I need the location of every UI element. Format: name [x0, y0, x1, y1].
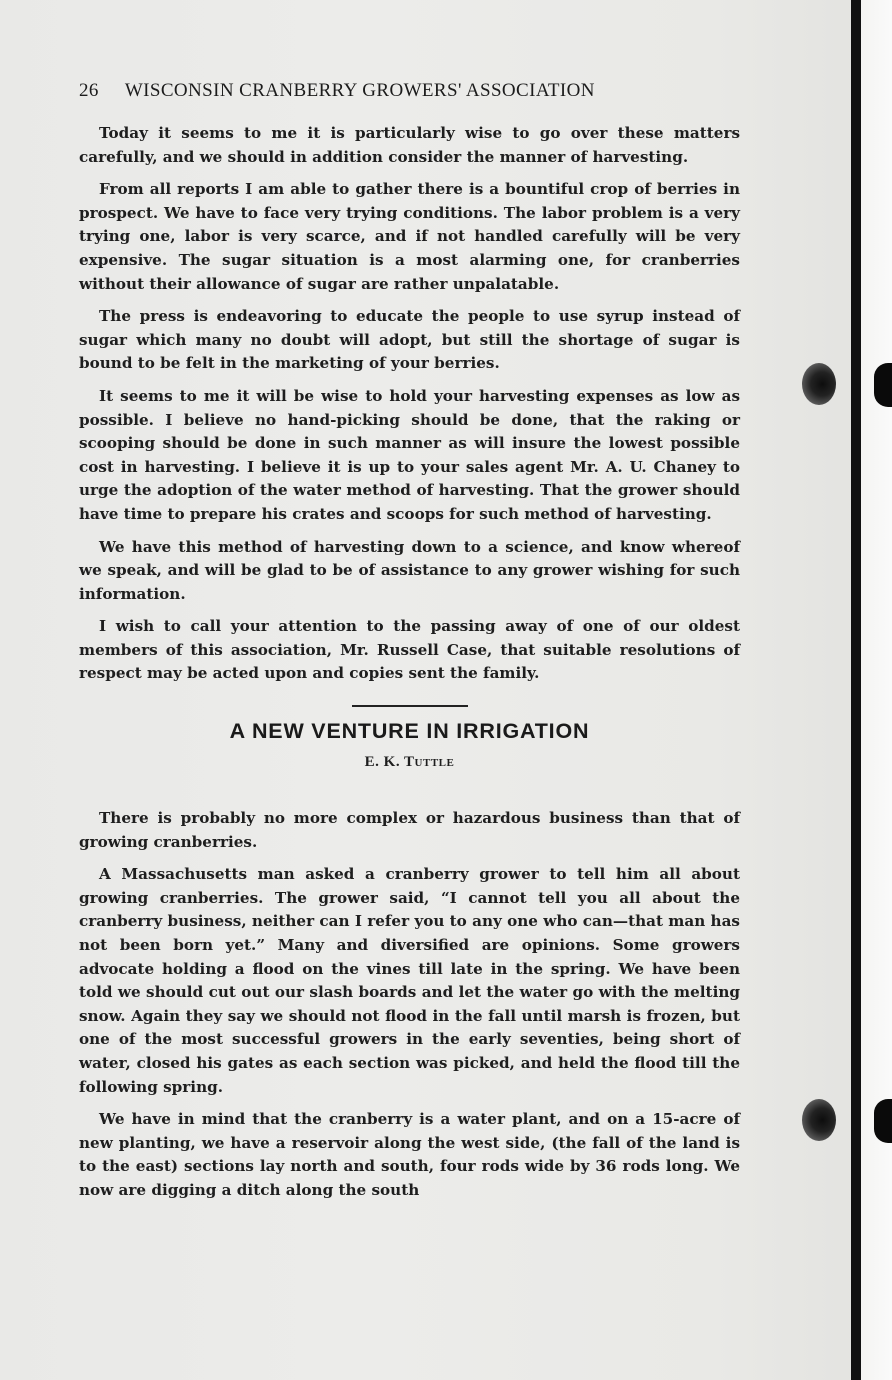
binding-shadow [851, 0, 861, 1380]
paragraph: We have this method of harvesting down to a science, and know whereof we speak, and will be glad to be of assistance to any grower wishing for such information. [79, 537, 740, 603]
article-author: E. K. Tuttle [364, 754, 455, 771]
edge-mark [874, 1099, 892, 1143]
page-number: 26 [79, 80, 99, 101]
paragraph: From all reports I am able to gather there is a bountiful crop of berries in prospect. We have to face very trying conditions. The labor problem is a very trying one, labor is very scarce, and if not handled carefully will be very expensive. The sugar situation is a most alarming one, for cranberries without their allowance of sugar are rather unpalatable. [79, 180, 740, 293]
page-margin-strip [861, 0, 892, 1380]
paragraph: It seems to me it will be wise to hold your harvesting expenses as low as possible. I believe no hand-picking should be done, that the raking or scooping should be done in such manner as will insure the lowest possible cost in harvesting. I believe it is up to your sales agent Mr. A. U. Chaney to urge the adoption of the water method of harvesting. That the grower should have time to prepare his crates and scoops for such method of harvesting. [79, 386, 740, 523]
paragraph: A Massachusetts man asked a cranberry grower to tell him all about growing cranberries. The grower said, “I cannot tell you all about the cranberry business, neither can I refer you to any one who can—that man has not been born yet.” Many and diversified are opinions. Some growers advocate holding a flood on the vines till late in the spring. We have been told we should cut out our slash boards and let the water go with the melting snow. Again they say we should not flood in the fall until marsh is frozen, but one of the most successful growers in the early seventies, being short of water, closed his gates as each section was picked, and held the flood till the following spring. [79, 865, 740, 1096]
section-divider [352, 705, 468, 707]
paragraph: There is probably no more complex or hazardous business than that of growing cranberries. [79, 809, 740, 851]
page-content [79, 80, 740, 1212]
running-title: WISCONSIN CRANBERRY GROWERS' ASSOCIATION [124, 80, 595, 101]
punch-hole-icon [802, 1099, 836, 1141]
edge-mark [874, 363, 892, 407]
paragraph: We have in mind that the cranberry is a water plant, and on a 15-acre of new planting, we have a reservoir along the west side, (the fall of the land is to the east) sections lay north and south, four rods wide by 36 rods long. We now are digging a ditch along the south [79, 1110, 740, 1199]
paragraph: I wish to call your attention to the passing away of one of our oldest members of this association, Mr. Russell Case, that suitable resolutions of respect may be acted upon and copies sent the family. [79, 617, 740, 683]
punch-hole-icon [802, 363, 836, 405]
running-header [79, 80, 740, 102]
paragraph: Today it seems to me it is particularly wise to go over these matters carefully, and we should in addition consider the manner of harvesting. [79, 124, 740, 166]
article-title: A NEW VENTURE IN IRRIGATION [229, 719, 590, 744]
paragraph: The press is endeavoring to educate the people to use syrup instead of sugar which many no doubt will adopt, but still the shortage of sugar is bound to be felt in the marketing of your berries. [79, 307, 740, 373]
